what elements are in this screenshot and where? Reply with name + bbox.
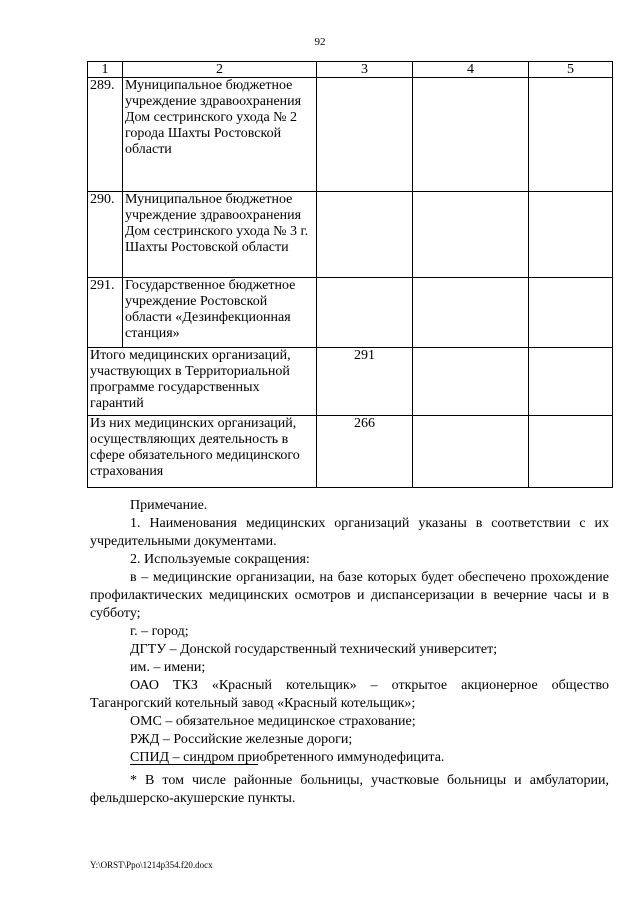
notes-title: Примечание. (130, 498, 208, 513)
table-row (88, 192, 613, 278)
organizations-table (87, 61, 613, 488)
row-number: 290. (88, 192, 123, 278)
omc-row (88, 416, 613, 488)
abbreviation-entry: РЖД – Российские железные дороги; (130, 732, 353, 747)
note-item: 1. Наименования медицинских организаций указаны в соответствии с их учредительными документами. (90, 516, 609, 549)
cell-col4 (413, 78, 529, 192)
cell-col3 (317, 78, 413, 192)
abbreviation-entry: ДГТУ – Донской государственный технический университет; (130, 642, 498, 657)
total-count: 291 (317, 348, 413, 416)
table-row (88, 278, 613, 348)
column-header: 5 (529, 62, 613, 78)
organization-name: Муниципальное бюджетное учреждение здравоохранения Дом сестринского ухода № 3 г. Шахты Ростовской области (123, 192, 317, 278)
abbreviation-entry: ОАО ТКЗ «Красный котельщик» – открытое акционерное общество Таганрогский котельный завод «Красный котельщик»; (90, 678, 609, 711)
footnote (90, 772, 609, 808)
omc-label: Из них медицинских организаций, осуществляющих деятельность в сфере обязательного медицинского страхования (88, 416, 317, 488)
total-label: Итого медицинских организаций, участвующих в Территориальной программе государственных гарантий (88, 348, 317, 416)
organization-name: Муниципальное бюджетное учреждение здравоохранения Дом сестринского ухода № 2 города Шахты Ростовской области (123, 78, 317, 192)
cell-col3 (317, 192, 413, 278)
cell-col4 (413, 278, 529, 348)
table-header-row (88, 62, 613, 78)
abbreviation-entry: им. – имени; (130, 660, 206, 675)
total-row (88, 348, 613, 416)
note-item: 2. Используемые сокращения: (130, 552, 310, 567)
cell-col4 (413, 348, 529, 416)
footnote-separator (130, 764, 258, 765)
cell-col4 (413, 192, 529, 278)
organization-name: Государственное бюджетное учреждение Ростовской области «Дезинфекционная станция» (123, 278, 317, 348)
cell-col5 (529, 78, 613, 192)
table-row (88, 78, 613, 192)
abbreviation-entry: г. – город; (130, 624, 189, 639)
cell-col3 (317, 278, 413, 348)
page-number: 92 (314, 36, 326, 48)
omc-count: 266 (317, 416, 413, 488)
column-header: 2 (123, 62, 317, 78)
cell-col5 (529, 278, 613, 348)
column-header: 1 (88, 62, 123, 78)
footnote-text: * В том числе районные больницы, участковые больницы и амбулатории, фельдшерско-акушерские пункты. (90, 773, 609, 806)
file-path: Y:\ORST\Ppo\1214p354.f20.docx (90, 860, 213, 870)
notes-section (90, 497, 609, 767)
column-header: 4 (413, 62, 529, 78)
cell-col5 (529, 416, 613, 488)
cell-col5 (529, 348, 613, 416)
column-header: 3 (317, 62, 413, 78)
cell-col5 (529, 192, 613, 278)
cell-col4 (413, 416, 529, 488)
abbreviation-entry: СПИД – синдром приобретенного иммунодефицита. (130, 750, 445, 765)
row-number: 289. (88, 78, 123, 192)
row-number: 291. (88, 278, 123, 348)
abbreviation-entry: ОМС – обязательное медицинское страхование; (130, 714, 416, 729)
abbreviation-entry: в – медицинские организации, на базе которых будет обеспечено прохождение профилактических медицинских осмотров и диспансеризации в вечерние часы и в субботу; (90, 570, 609, 621)
